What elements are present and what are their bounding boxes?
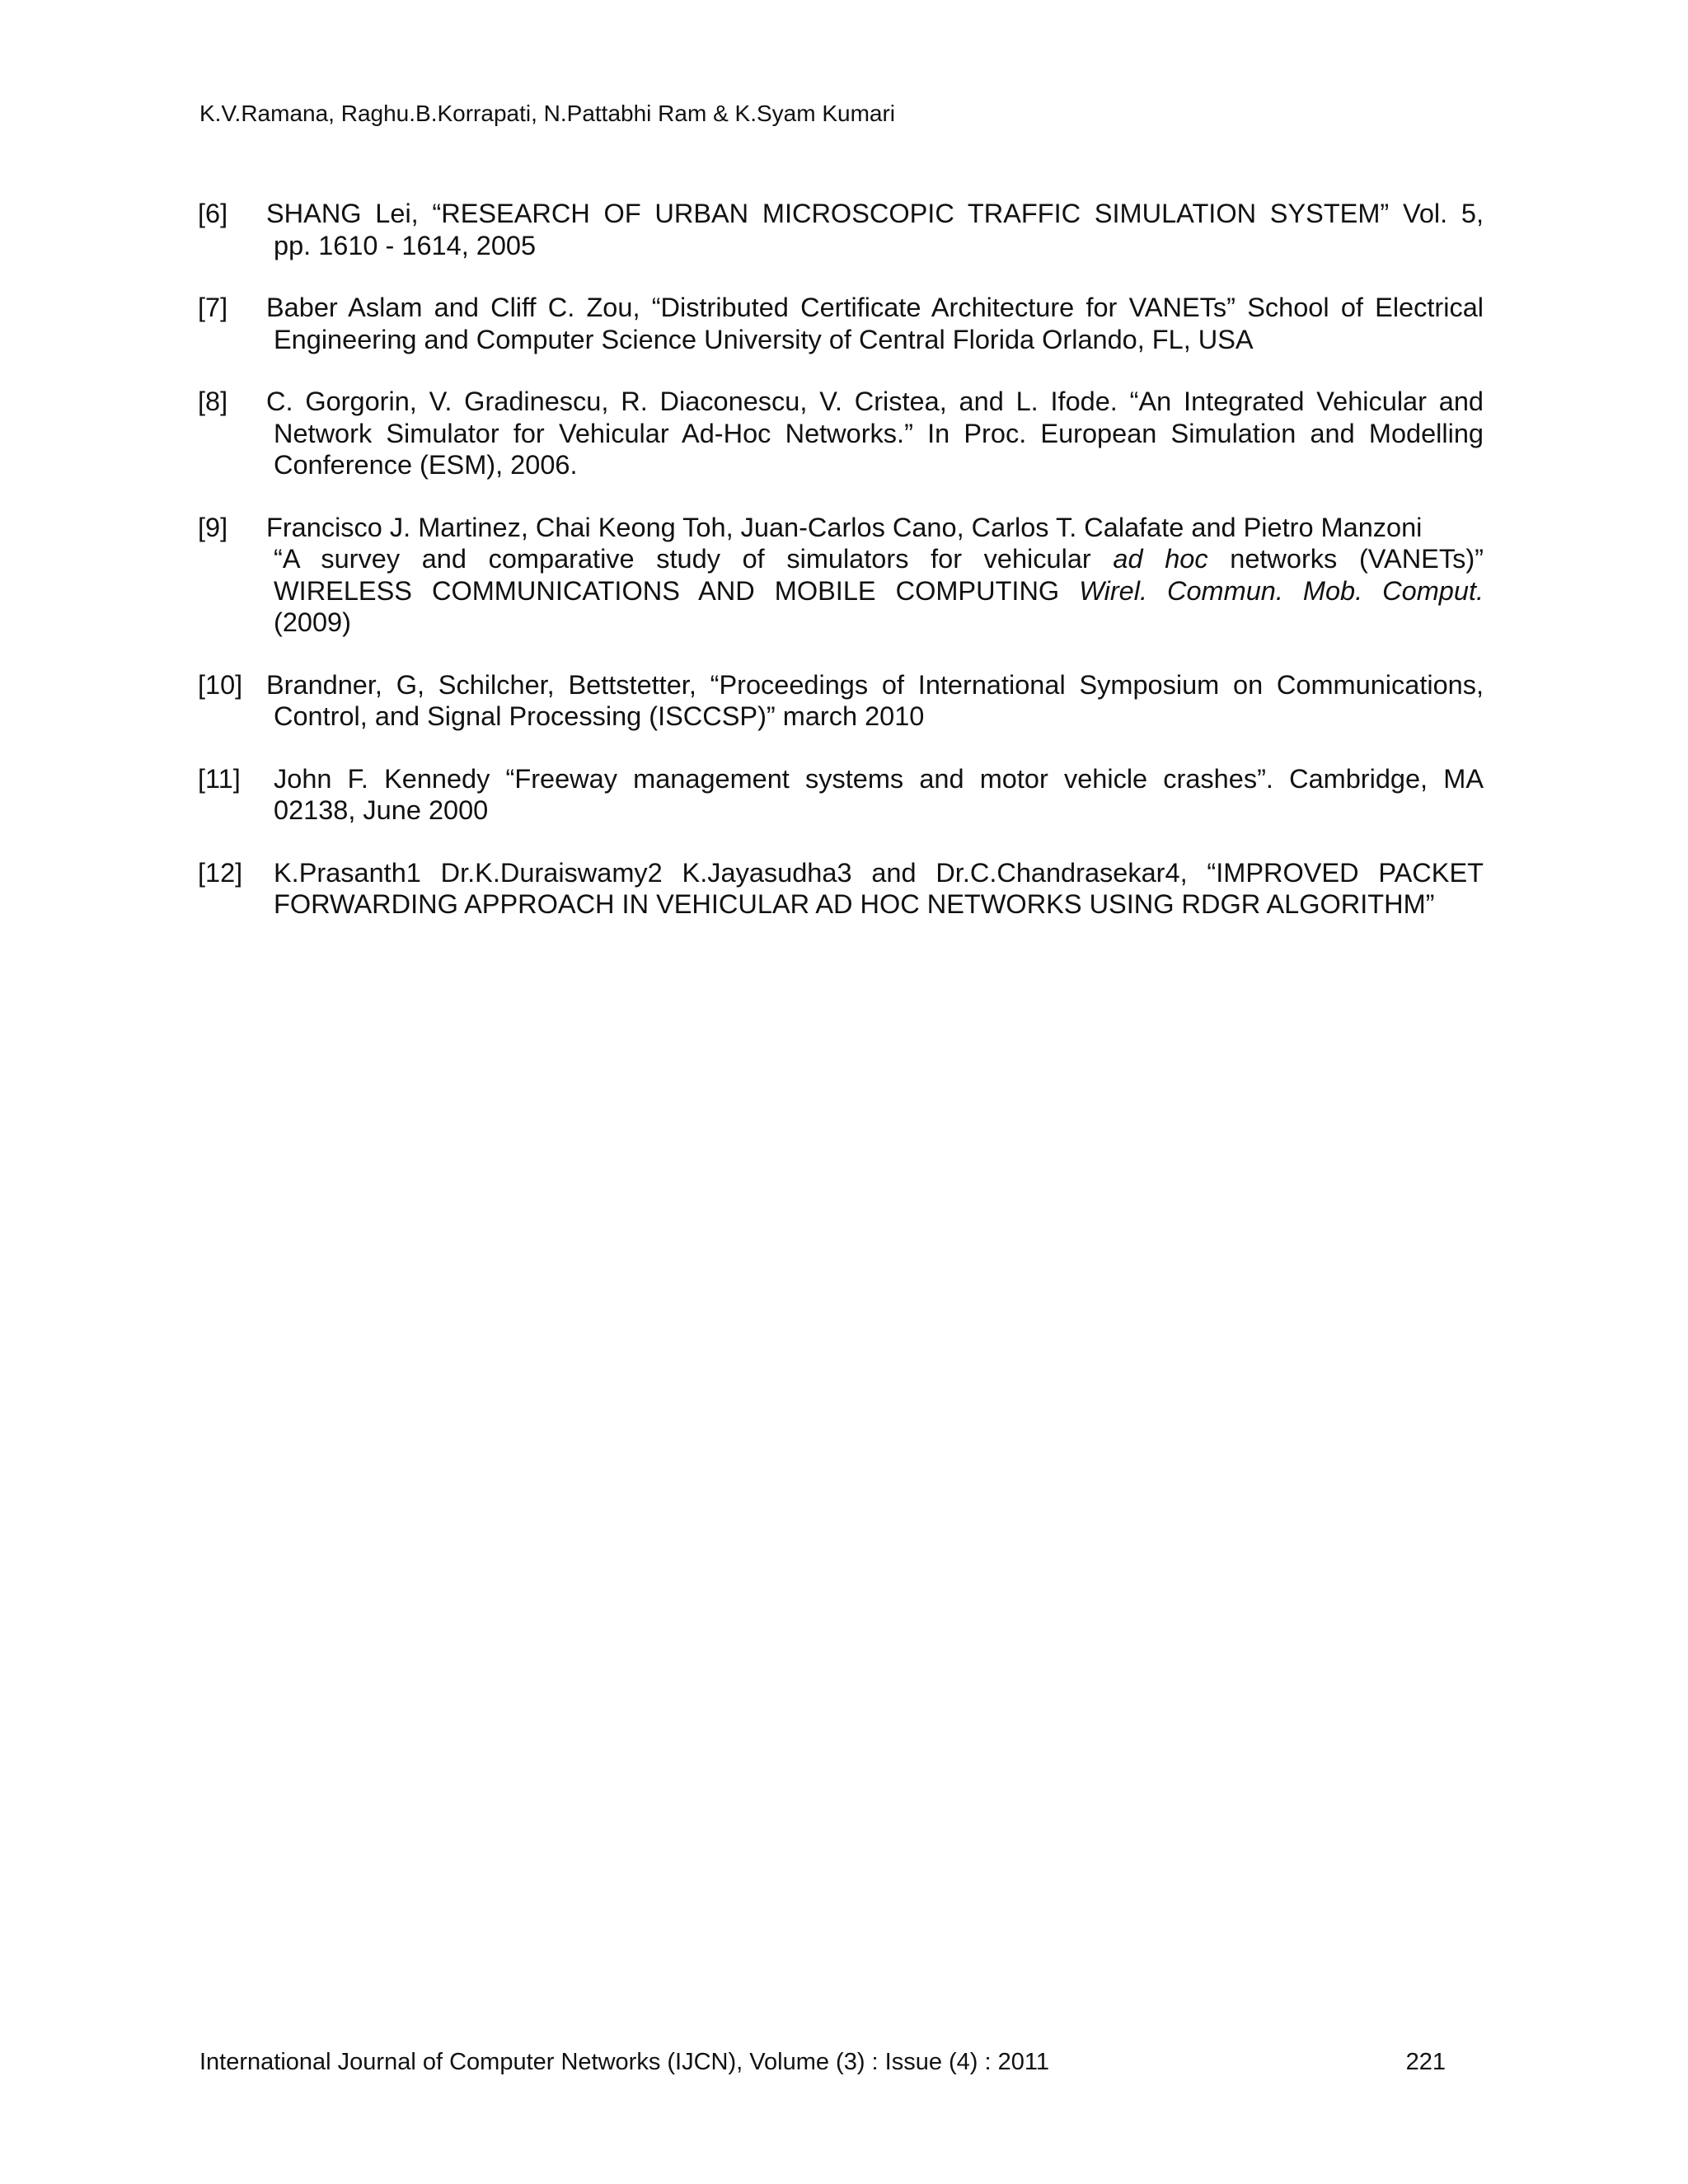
- reference-6: [198, 198, 1484, 261]
- page-number: 221: [1405, 2049, 1446, 2075]
- reference-number: [12]: [198, 857, 243, 888]
- reference-number: [11]: [198, 763, 241, 794]
- reference-line: K.Prasanth1 Dr.K.Duraiswamy2 K.Jayasudha3 and Dr.C.Chandrasekar4, “IMPROVED PACKET: [274, 857, 1484, 888]
- reference-line: FORWARDING APPROACH IN VEHICULAR AD HOC NETWORKS USING RDGR ALGORITHM”: [274, 889, 1435, 919]
- reference-number: [9]: [198, 512, 228, 542]
- reference-segment: WIRELESS COMMUNICATIONS AND MOBILE COMPUTING: [274, 575, 1060, 606]
- reference-12: [198, 857, 1484, 921]
- reference-text: [266, 198, 1484, 261]
- reference-line: Brandner, G, Schilcher, Bettstetter, “Proceedings of International Symposium on Communications,: [266, 669, 1484, 700]
- reference-line: [274, 543, 1484, 575]
- reference-line: SHANG Lei, “RESEARCH OF URBAN MICROSCOPIC TRAFFIC SIMULATION SYSTEM” Vol. 5,: [266, 199, 1484, 228]
- reference-text: [274, 763, 1484, 827]
- reference-line: Engineering and Computer Science University of Central Florida Orlando, FL, USA: [274, 324, 1254, 354]
- reference-line: Network Simulator for Vehicular Ad-Hoc Networks.” In Proc. European Simulation and Modelling: [274, 418, 1484, 448]
- reference-line: John F. Kennedy “Freeway management systems and motor vehicle crashes”. Cambridge, MA: [274, 763, 1484, 794]
- reference-number: [6]: [198, 199, 228, 228]
- running-header-authors: K.V.Ramana, Raghu.B.Korrapati, N.Pattabhi Ram & K.Syam Kumari: [199, 101, 896, 126]
- reference-11: [198, 763, 1484, 827]
- reference-italic-segment: ad hoc: [1113, 544, 1208, 574]
- footer-journal-citation: International Journal of Computer Networks (IJCN), Volume (3) : Issue (4) : 2011: [199, 2049, 1050, 2075]
- reference-text: [266, 512, 1484, 639]
- reference-number: [8]: [198, 387, 228, 416]
- reference-line: C. Gorgorin, V. Gradinescu, R. Diaconescu, V. Cristea, and L. Ifode. “An Integrated Vehicular and: [266, 387, 1484, 416]
- reference-9: [198, 512, 1484, 639]
- reference-segment: “A survey and comparative study of simulators for vehicular: [274, 544, 1091, 574]
- reference-segment: networks (VANETs)”: [1230, 544, 1484, 574]
- reference-line: Conference (ESM), 2006.: [274, 450, 578, 480]
- reference-number: [7]: [198, 293, 228, 322]
- reference-list: [198, 198, 1484, 951]
- reference-line: [274, 575, 1484, 607]
- reference-line: Francisco J. Martinez, Chai Keong Toh, Juan-Carlos Cano, Carlos T. Calafate and Pietro Manzoni: [266, 512, 1423, 542]
- reference-line: Baber Aslam and Cliff C. Zou, “Distributed Certificate Architecture for VANETs” School of Electrical: [266, 293, 1484, 322]
- reference-text: [266, 669, 1484, 733]
- reference-text: [274, 857, 1484, 921]
- reference-number: [10]: [198, 669, 243, 700]
- reference-line: (2009): [274, 607, 351, 637]
- reference-line: Control, and Signal Processing (ISCCSP)” march 2010: [274, 701, 925, 731]
- reference-italic-segment: Wirel. Commun. Mob. Comput.: [1079, 575, 1484, 606]
- reference-line: pp. 1610 - 1614, 2005: [274, 230, 537, 260]
- reference-10: [198, 669, 1484, 733]
- reference-text: [266, 292, 1484, 355]
- reference-line: 02138, June 2000: [274, 795, 489, 825]
- reference-8: [198, 386, 1484, 481]
- reference-7: [198, 292, 1484, 355]
- reference-text: [266, 386, 1484, 481]
